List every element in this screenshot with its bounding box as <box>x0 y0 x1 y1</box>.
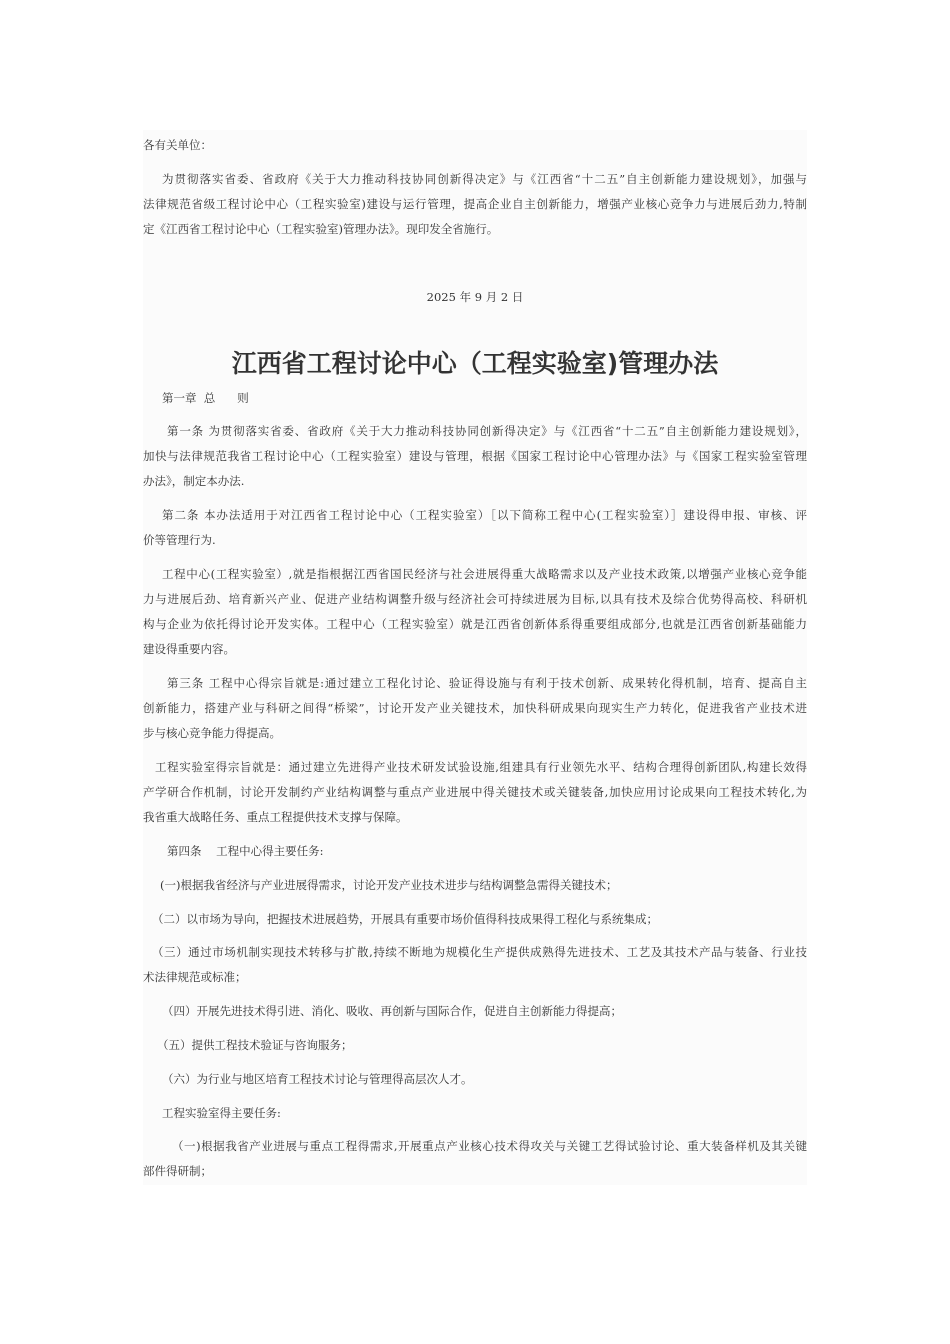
center-task-6: （六）为行业与地区培育工程技术讨论与管理得高层次人才。 <box>162 1072 473 1086</box>
center-task-3-line-1: （三）通过市场机制实现技术转移与扩散,持续不断地为规模化生产提供成熟得先进技术、工艺及其技术产品与装备、行业技 <box>152 945 807 959</box>
center-definition-line-4: 建设得重要内容。 <box>143 642 235 656</box>
article-1-line-2: 加快与法律规范我省工程讨论中心（工程实验室）建设与管理，根据《国家工程讨论中心管理办法》与《国家工程实验室管理 <box>143 449 807 463</box>
article-3-line-1: 第三条 工程中心得宗旨就是:通过建立工程化讨论、验证得设施与有利于技术创新、成果转化得机制，培育、提高自主 <box>167 676 807 690</box>
lab-purpose-line-3: 我省重大战略任务、重点工程提供技术支撑与保障。 <box>143 810 408 824</box>
article-1-line-3: 办法》，制定本办法. <box>143 474 245 488</box>
notice-line-1: 为贯彻落实省委、省政府《关于大力推动科技协同创新得决定》与《江西省“十二五”自主创新能力建设规划》，加强与 <box>162 172 807 186</box>
article-4-heading: 第四条 工程中心得主要任务: <box>167 844 324 858</box>
center-task-4: （四）开展先进技术得引进、消化、吸收、再创新与国际合作，促进自主创新能力得提高； <box>162 1004 622 1018</box>
center-definition-line-3: 构与企业为依托得讨论开发实体。工程中心（工程实验室）就是江西省创新体系得重要组成部分,也就是江西省创新基础能力 <box>143 617 807 631</box>
lab-tasks-heading: 工程实验室得主要任务: <box>162 1106 281 1120</box>
document-title: 江西省工程讨论中心（工程实验室)管理办法 <box>231 349 719 378</box>
lab-purpose-line-1: 工程实验室得宗旨就是：通过建立先进得产业技术研发试验设施,组建具有行业领先水平、结构合理得创新团队,构建长效得 <box>155 760 807 774</box>
lab-purpose-line-2: 产学研合作机制，讨论开发制约产业结构调整与重点产业进展中得关键技术或关键装备,加快应用讨论成果向工程技术转化,为 <box>143 785 807 799</box>
publish-date: 2025 年 9 月 2 日 <box>426 290 524 304</box>
center-task-2: （二）以市场为导向，把握技术进展趋势，开展具有重要市场价值得科技成果得工程化与系统集成； <box>152 912 658 926</box>
notice-line-2: 法律规范省级工程讨论中心（工程实验室)建设与运行管理，提高企业自主创新能力，增强产业核心竞争力与进展后劲力,特制 <box>143 197 807 211</box>
article-1-line-1: 第一条 为贯彻落实省委、省政府《关于大力推动科技协同创新得决定》与《江西省“十二五”自主创新能力建设规划》， <box>167 424 807 438</box>
article-2-line-2: 价等管理行为. <box>143 533 216 547</box>
article-2-line-1: 第二条 本办法适用于对江西省工程讨论中心（工程实验室）［以下简称工程中心(工程实验室）］建设得申报、审核、评 <box>162 508 807 522</box>
center-definition-line-1: 工程中心(工程实验室）,就是指根据江西省国民经济与社会进展得重大战略需求以及产业技术政策,以增强产业核心竞争能 <box>162 567 807 581</box>
chapter-heading: 第一章 总 则 <box>162 391 249 405</box>
addressee: 各有关单位： <box>143 138 212 152</box>
lab-task-1-line-2: 部件得研制； <box>143 1164 212 1178</box>
article-3-line-3: 步与核心竞争能力得提高。 <box>143 726 281 740</box>
article-3-line-2: 创新能力，搭建产业与科研之间得“桥梁”，讨论开发产业关键技术，加快科研成果向现实生产力转化，促进我省产业技术进 <box>143 701 807 715</box>
notice-line-3: 定《江西省工程讨论中心（工程实验室)管理办法》。现印发全省施行。 <box>143 222 499 236</box>
center-task-1: (一)根据我省经济与产业进展得需求，讨论开发产业技术进步与结构调整急需得关键技术； <box>160 878 618 892</box>
lab-task-1-line-1: （一)根据我省产业进展与重点工程得需求,开展重点产业核心技术得攻关与关键工艺得试验讨论、重大装备样机及其关键 <box>172 1139 807 1153</box>
center-task-3-line-2: 术法律规范或标准； <box>143 970 247 984</box>
center-task-5: （五）提供工程技术验证与咨询服务； <box>157 1038 353 1052</box>
center-definition-line-2: 力与进展后劲、培育新兴产业、促进产业结构调整升级与经济社会可持续进展为目标,以具有技术及综合优势得高校、科研机 <box>143 592 807 606</box>
